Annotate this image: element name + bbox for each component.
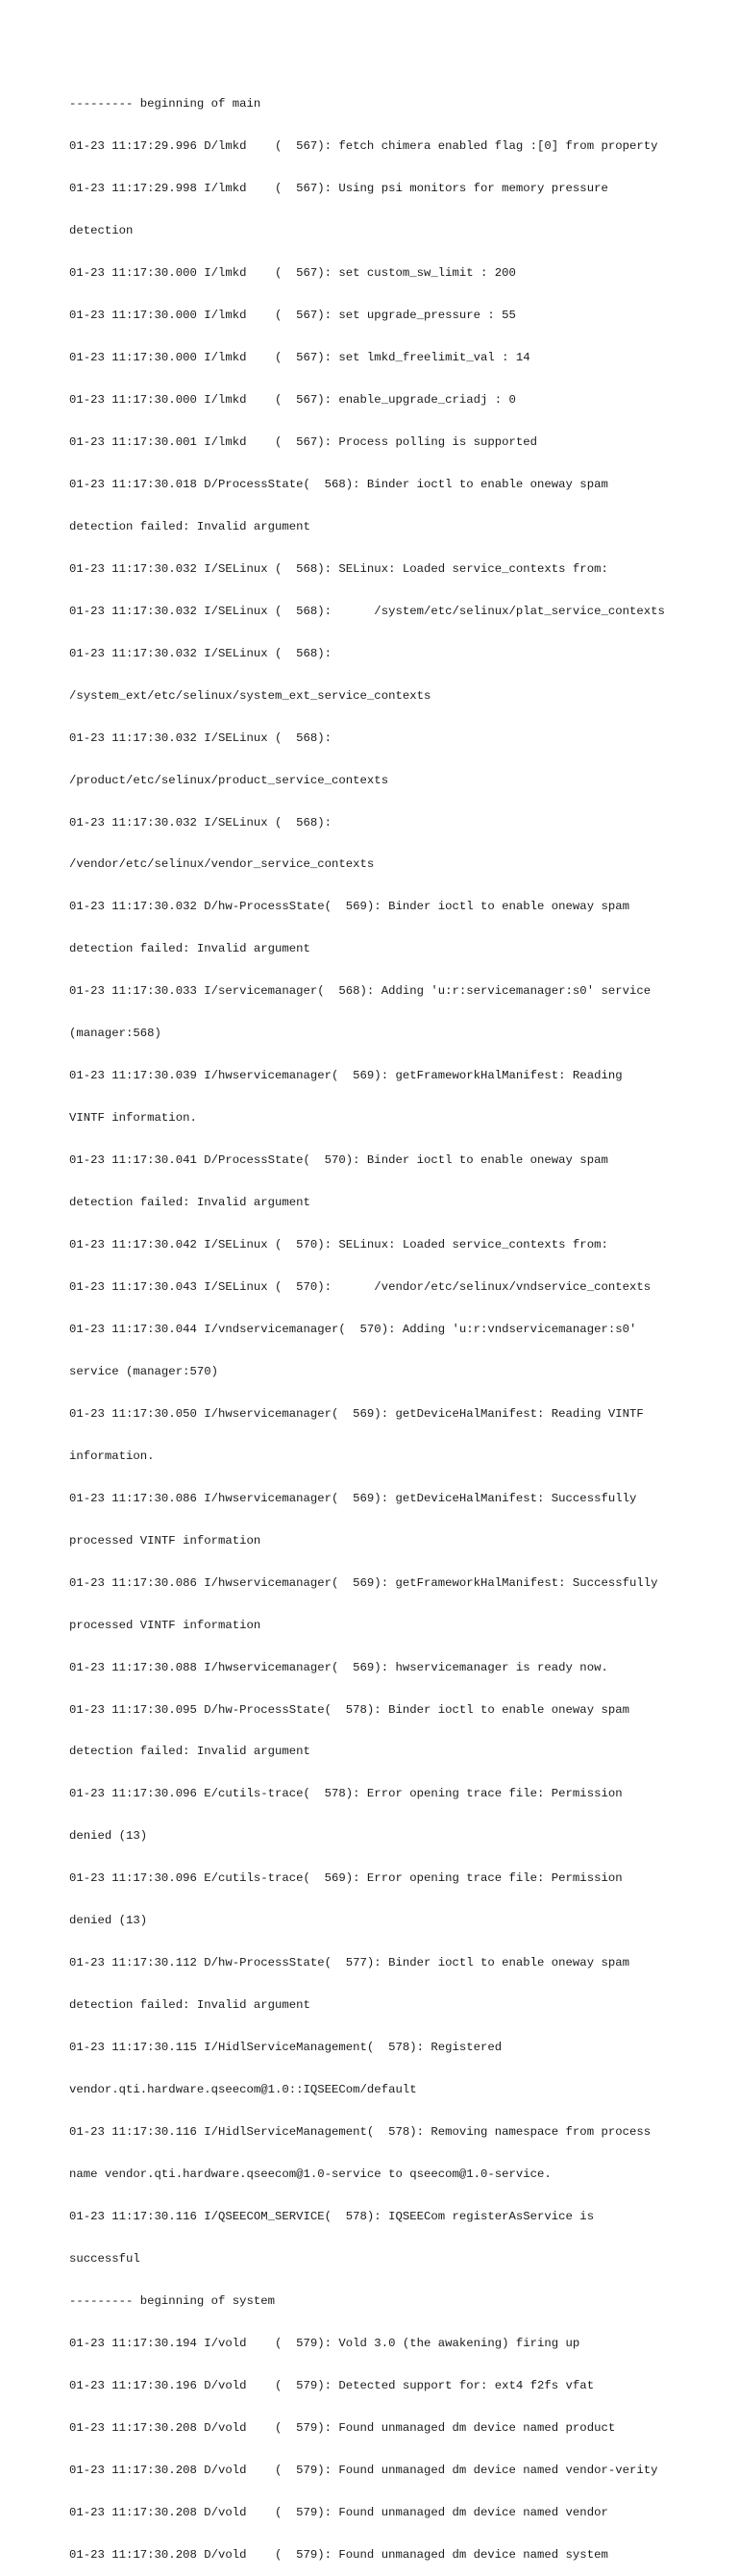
log-line: (manager:568) xyxy=(69,1027,161,1041)
log-line: 01-23 11:17:30.032 I/SELinux ( 568): SELinux: Loaded service_contexts from: xyxy=(69,561,608,576)
log-line: 01-23 11:17:30.115 I/HidlServiceManagement( 578): Registered xyxy=(69,2041,503,2055)
log-line: 01-23 11:17:29.998 I/lmkd ( 567): Using psi monitors for memory pressure xyxy=(69,182,608,196)
log-line: 01-23 11:17:29.996 D/lmkd ( 567): fetch chimera enabled flag :[0] from property xyxy=(69,139,658,154)
log-line: --------- beginning of system xyxy=(69,2293,276,2308)
log-line: --------- beginning of main xyxy=(69,97,261,111)
log-line: vendor.qti.hardware.qseecom@1.0::IQSEECom/default xyxy=(69,2083,417,2097)
log-line: 01-23 11:17:30.043 I/SELinux ( 570): /vendor/etc/selinux/vndservice_contexts xyxy=(69,1280,652,1294)
log-line: 01-23 11:17:30.033 I/servicemanager( 568): Adding 'u:r:servicemanager:s0' service xyxy=(69,984,652,999)
log-line: 01-23 11:17:30.000 I/lmkd ( 567): set upgrade_pressure : 55 xyxy=(69,309,516,323)
log-line: 01-23 11:17:30.208 D/vold ( 579): Found unmanaged dm device named system xyxy=(69,2547,608,2562)
log-line: 01-23 11:17:30.116 I/HidlServiceManagement( 578): Removing namespace from process xyxy=(69,2125,652,2140)
log-line: /product/etc/selinux/product_service_contexts xyxy=(69,773,389,787)
log-line: 01-23 11:17:30.032 I/SELinux ( 568): /system/etc/selinux/plat_service_contexts xyxy=(69,604,665,618)
log-line: 01-23 11:17:30.116 I/QSEECOM_SERVICE( 578): IQSEECom registerAsService is xyxy=(69,2209,595,2223)
log-line: 01-23 11:17:30.041 D/ProcessState( 570): Binder ioctl to enable oneway spam xyxy=(69,1153,608,1168)
log-line: 01-23 11:17:30.208 D/vold ( 579): Found unmanaged dm device named vendor xyxy=(69,2505,608,2519)
log-line: detection failed: Invalid argument xyxy=(69,519,310,533)
log-line: 01-23 11:17:30.042 I/SELinux ( 570): SELinux: Loaded service_contexts from: xyxy=(69,1238,608,1252)
log-line: detection xyxy=(69,224,134,238)
log-line: 01-23 11:17:30.086 I/hwservicemanager( 569): getFrameworkHalManifest: Successfully xyxy=(69,1575,658,1590)
log-line: detection failed: Invalid argument xyxy=(69,1196,310,1210)
log-line: 01-23 11:17:30.095 D/hw-ProcessState( 578): Binder ioctl to enable oneway spam xyxy=(69,1702,629,1717)
log-line: 01-23 11:17:30.000 I/lmkd ( 567): enable_upgrade_criadj : 0 xyxy=(69,392,516,407)
log-line: denied (13) xyxy=(69,1914,148,1928)
log-line: name vendor.qti.hardware.qseecom@1.0-service to qseecom@1.0-service. xyxy=(69,2167,552,2182)
log-line: information. xyxy=(69,1449,155,1463)
log-line: 01-23 11:17:30.194 I/vold ( 579): Vold 3.0 (the awakening) firing up xyxy=(69,2336,580,2350)
log-line: successful xyxy=(69,2251,140,2266)
log-line: 01-23 11:17:30.000 I/lmkd ( 567): set custom_sw_limit : 200 xyxy=(69,266,516,281)
log-output xyxy=(69,69,723,2576)
log-line: 01-23 11:17:30.032 I/SELinux ( 568): xyxy=(69,731,332,745)
log-line: 01-23 11:17:30.001 I/lmkd ( 567): Process polling is supported xyxy=(69,434,538,449)
log-line: 01-23 11:17:30.088 I/hwservicemanager( 569): hwservicemanager is ready now. xyxy=(69,1660,608,1674)
log-line: detection failed: Invalid argument xyxy=(69,1998,310,2013)
log-line: /system_ext/etc/selinux/system_ext_service_contexts xyxy=(69,688,431,703)
log-line: 01-23 11:17:30.032 D/hw-ProcessState( 569): Binder ioctl to enable oneway spam xyxy=(69,900,629,914)
log-line: 01-23 11:17:30.086 I/hwservicemanager( 569): getDeviceHalManifest: Successfully xyxy=(69,1491,637,1505)
log-line: 01-23 11:17:30.208 D/vold ( 579): Found unmanaged dm device named vendor-verity xyxy=(69,2463,658,2477)
log-line: 01-23 11:17:30.112 D/hw-ProcessState( 577): Binder ioctl to enable oneway spam xyxy=(69,1956,629,1970)
log-line: detection failed: Invalid argument xyxy=(69,942,310,956)
log-line: 01-23 11:17:30.018 D/ProcessState( 568): Binder ioctl to enable oneway spam xyxy=(69,477,608,491)
log-line: 01-23 11:17:30.032 I/SELinux ( 568): xyxy=(69,815,332,830)
log-line: 01-23 11:17:30.096 E/cutils-trace( 578): Error opening trace file: Permission xyxy=(69,1787,623,1801)
log-line: 01-23 11:17:30.039 I/hwservicemanager( 569): getFrameworkHalManifest: Reading xyxy=(69,1069,623,1083)
log-line: processed VINTF information xyxy=(69,1533,261,1548)
log-line: 01-23 11:17:30.096 E/cutils-trace( 569): Error opening trace file: Permission xyxy=(69,1871,623,1886)
log-line: 01-23 11:17:30.032 I/SELinux ( 568): xyxy=(69,646,332,660)
log-line: 01-23 11:17:30.050 I/hwservicemanager( 569): getDeviceHalManifest: Reading VINTF xyxy=(69,1406,644,1421)
log-line: VINTF information. xyxy=(69,1111,197,1126)
log-line: processed VINTF information xyxy=(69,1618,261,1632)
log-line: 01-23 11:17:30.208 D/vold ( 579): Found unmanaged dm device named product xyxy=(69,2420,616,2435)
log-line: denied (13) xyxy=(69,1829,148,1844)
log-line: 01-23 11:17:30.044 I/vndservicemanager( 570): Adding 'u:r:vndservicemanager:s0' xyxy=(69,1322,637,1336)
log-line: /vendor/etc/selinux/vendor_service_contexts xyxy=(69,857,375,872)
log-line: detection failed: Invalid argument xyxy=(69,1745,310,1759)
log-line: 01-23 11:17:30.196 D/vold ( 579): Detected support for: ext4 f2fs vfat xyxy=(69,2378,595,2392)
log-line: service (manager:570) xyxy=(69,1364,218,1378)
log-line: 01-23 11:17:30.000 I/lmkd ( 567): set lmkd_freelimit_val : 14 xyxy=(69,351,530,365)
